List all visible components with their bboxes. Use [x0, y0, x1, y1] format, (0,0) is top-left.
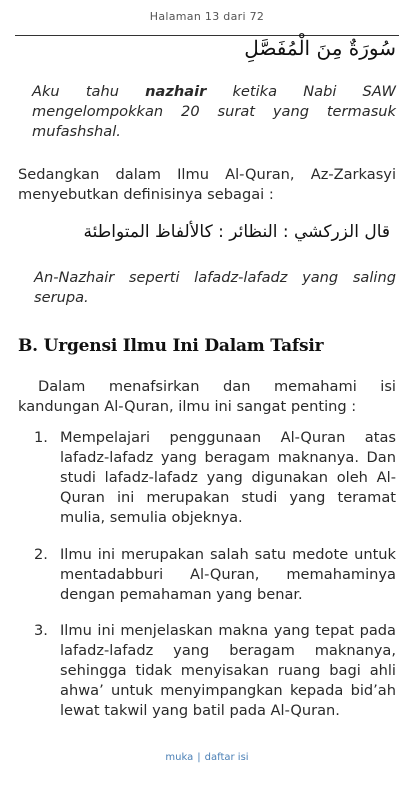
arabic-quote: قال الزركشي : النظائر : كالألفاظ المتواطئة	[83, 222, 390, 242]
term-nazhair: nazhair	[145, 83, 207, 100]
footer-separator: |	[197, 752, 201, 763]
list-item	[34, 621, 396, 721]
list-number: 3.	[34, 622, 48, 639]
paragraph-nazhair-before: Aku tahu	[32, 83, 146, 100]
paragraph-nazhair	[32, 82, 396, 142]
paragraph-intro: Dalam menafsirkan dan memahami isi kandungan Al-Quran, ilmu ini sangat penting :	[18, 378, 396, 415]
list-number: 2.	[34, 546, 48, 563]
footer-nav	[0, 752, 414, 763]
arabic-surah-text: سُورَةٌ مِنَ الْمُفَصَّلِ	[244, 36, 396, 60]
home-link[interactable]: muka	[165, 752, 194, 763]
list-item	[34, 545, 396, 605]
list-number: 1.	[34, 429, 48, 446]
list-text: Ilmu ini menjelaskan makna yang tepat pada lafadz-lafadz yang beragam maknanya, sehingga tidak menyisakan ruang bagi ahli ahwa’ untuk menyimpangkan kepada bid’ah lewat takwil yang batil pada Al-Quran.	[60, 622, 396, 719]
paragraph-definition: An-Nazhair seperti lafadz-lafadz yang saling serupa.	[34, 269, 396, 306]
section-heading: B. Urgensi Ilmu Ini Dalam Tafsir	[18, 336, 324, 356]
list-text: Ilmu ini merupakan salah satu medote untuk mentadabburi Al-Quran, memahaminya dengan pemahaman yang benar.	[60, 546, 396, 603]
paragraph-zarkasyi: Sedangkan dalam Ilmu Al-Quran, Az-Zarkasyi menyebutkan definisinya sebagai :	[18, 166, 396, 203]
page-number-label: Halaman 13 dari 72	[149, 10, 265, 23]
list-item	[34, 428, 396, 528]
paragraph-nazhair-after: ketika Nabi SAW mengelompokkan 20 surat yang termasuk mufashshal.	[32, 83, 396, 140]
table-of-contents-link[interactable]: daftar isi	[204, 752, 249, 763]
list-text: Mempelajari penggunaan Al-Quran atas lafadz-lafadz yang beragam maknanya. Dan studi lafadz-lafadz yang digunakan oleh Al-Quran ini merupakan studi yang teramat mulia, semulia objeknya.	[60, 429, 396, 526]
